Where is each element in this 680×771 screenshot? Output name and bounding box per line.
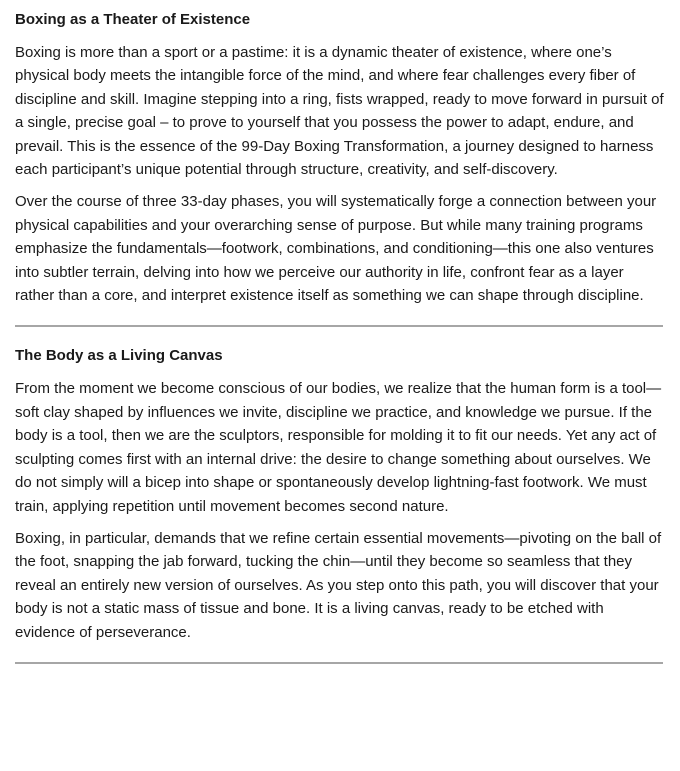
section-theater-of-existence: [15, 9, 665, 307]
paragraph: Boxing, in particular, demands that we refine certain essential movements—pivoting on the ball of the foot, snapping the jab forward, tucking the chin—until they become so seamless that they reveal an entirely new version of ourselves. As you step onto this path, you will discover that your body is not a static mass of tissue and bone. It is a living canvas, ready to be etched with evidence of perseverance.: [15, 529, 662, 641]
section-living-canvas: [15, 345, 665, 643]
section-heading: The Body as a Living Canvas: [15, 347, 223, 365]
section-divider: [15, 325, 663, 327]
paragraph: From the moment we become conscious of our bodies, we realize that the human form is a tool—soft clay shaped by influences we invite, discipline we practice, and knowledge we pursue. If the body is a tool, then we are the sculptors, responsible for molding it to fit our needs. Yet any act of sculpting comes first with an internal drive: the desire to change something about ourselves. We do not simply will a bicep into shape or spontaneously develop lightning-fast footwork. We must train, applying repetition until movement becomes second nature.: [15, 380, 662, 515]
paragraph: Over the course of three 33-day phases, you will systematically forge a connection between your physical capabilities and your overarching sense of purpose. But while many training programs emphasize the fundamentals—footwork, combinations, and conditioning—this one also ventures into subtler terrain, delving into how we perceive our authority in life, confront fear as a layer rather than a core, and interpret existence itself as something we can shape through discipline.: [15, 193, 657, 305]
section-divider: [15, 662, 663, 664]
section-heading: Boxing as a Theater of Existence: [15, 11, 251, 28]
paragraph: Boxing is more than a sport or a pastime: it is a dynamic theater of existence, where one’s physical body meets the intangible force of the mind, and where fear challenges every fiber of discipline and skill. Imagine stepping into a ring, fists wrapped, ready to move forward in pursuit of a single, precise goal – to prove to yourself that you possess the power to adapt, endure, and prevail. This is the essence of the 99-Day Boxing Transformation, a journey designed to harness each participant’s unique potential through structure, creativity, and self-discovery.: [15, 44, 664, 179]
